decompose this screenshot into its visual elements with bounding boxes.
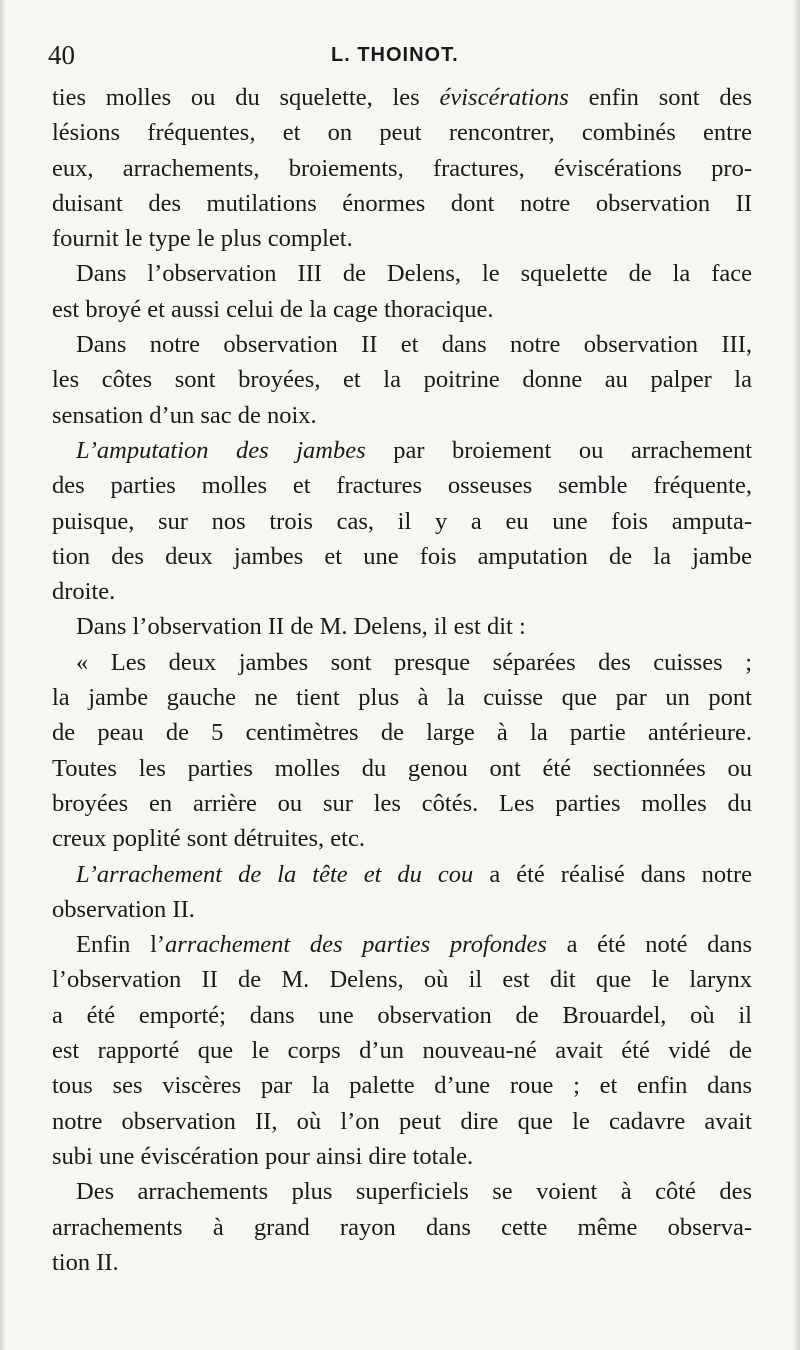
- text-line: Dans notre observation II et dans notre observation III,: [76, 331, 752, 359]
- text-line: eux, arrachements, broiements, fractures, éviscérations pro-: [52, 154, 752, 182]
- italic-term: L’amputation des jambes: [76, 436, 366, 464]
- page-edge-right: [792, 0, 800, 1350]
- text-line: tion II.: [52, 1248, 119, 1276]
- text-line: tion des deux jambes et une fois amputation de la jambe: [52, 542, 752, 570]
- italic-term: éviscérations: [439, 84, 569, 111]
- text-line: est rapporté que le corps d’un nouveau-né avait été vidé de: [52, 1037, 752, 1065]
- text-line: creux poplité sont détruites, etc.: [52, 825, 365, 853]
- text-line: Enfin l’arrachement des parties profondes a été noté dans: [76, 931, 752, 959]
- text-line: observation II.: [52, 895, 195, 923]
- text-line: subi une éviscération pour ainsi dire totale.: [52, 1142, 474, 1170]
- text-line: broyées en arrière ou sur les côtés. Les parties molles du: [52, 789, 752, 817]
- text-line: lésions fréquentes, et on peut rencontrer, combinés entre: [52, 119, 752, 147]
- text-line: sensation d’un sac de noix.: [52, 401, 317, 429]
- text-line: des parties molles et fractures osseuses semble fréquente,: [52, 472, 752, 500]
- text-line: les côtes sont broyées, et la poitrine donne au palper la: [52, 366, 752, 394]
- text-line: Dans l’observation II de M. Delens, il est dit :: [76, 613, 526, 641]
- text-line: notre observation II, où l’on peut dire que le cadavre avait: [52, 1107, 752, 1135]
- text-line: Dans l’observation III de Delens, le squelette de la face: [76, 260, 752, 288]
- text-line: la jambe gauche ne tient plus à la cuisse que par un pont: [52, 684, 752, 712]
- text-line: tous ses viscères par la palette d’une roue ; et enfin dans: [52, 1072, 752, 1100]
- running-head-author: L. THOINOT.: [331, 44, 459, 66]
- text-line: est broyé et aussi celui de la cage thoracique.: [52, 295, 494, 323]
- text-line: L’arrachement de la tête et du cou a été réalisé dans notre: [76, 860, 753, 888]
- body-text: [52, 80, 752, 1280]
- text-line: puisque, sur nos trois cas, il y a eu une fois amputa-: [52, 507, 752, 535]
- text-line: L’amputation des jambes par broiement ou arrachement: [76, 436, 752, 464]
- text-line: « Les deux jambes sont presque séparées des cuisses ;: [76, 648, 752, 676]
- text-line: Des arrachements plus superficiels se voient à côté des: [76, 1178, 752, 1206]
- text-line: ties molles ou du squelette, les éviscérations enfin sont des: [52, 84, 752, 111]
- text-line: l’observation II de M. Delens, où il est dit que le larynx: [52, 966, 752, 994]
- italic-term: arrachement des parties profondes: [165, 931, 547, 959]
- running-head: [48, 38, 758, 78]
- page-number: 40: [48, 40, 75, 70]
- text-line: duisant des mutilations énormes dont notre observation II: [52, 189, 752, 217]
- page-edge-left: [0, 0, 6, 1350]
- text-line: a été emporté; dans une observation de Brouardel, où il: [52, 1001, 752, 1029]
- text-line: Toutes les parties molles du genou ont été sectionnées ou: [52, 754, 752, 782]
- text-line: arrachements à grand rayon dans cette même observa-: [52, 1213, 752, 1241]
- text-line: fournit le type le plus complet.: [52, 225, 353, 253]
- text-line: droite.: [52, 578, 116, 606]
- text-line: de peau de 5 centimètres de large à la partie antérieure.: [52, 719, 752, 747]
- italic-term: L’arrachement de la tête et du cou: [76, 860, 474, 888]
